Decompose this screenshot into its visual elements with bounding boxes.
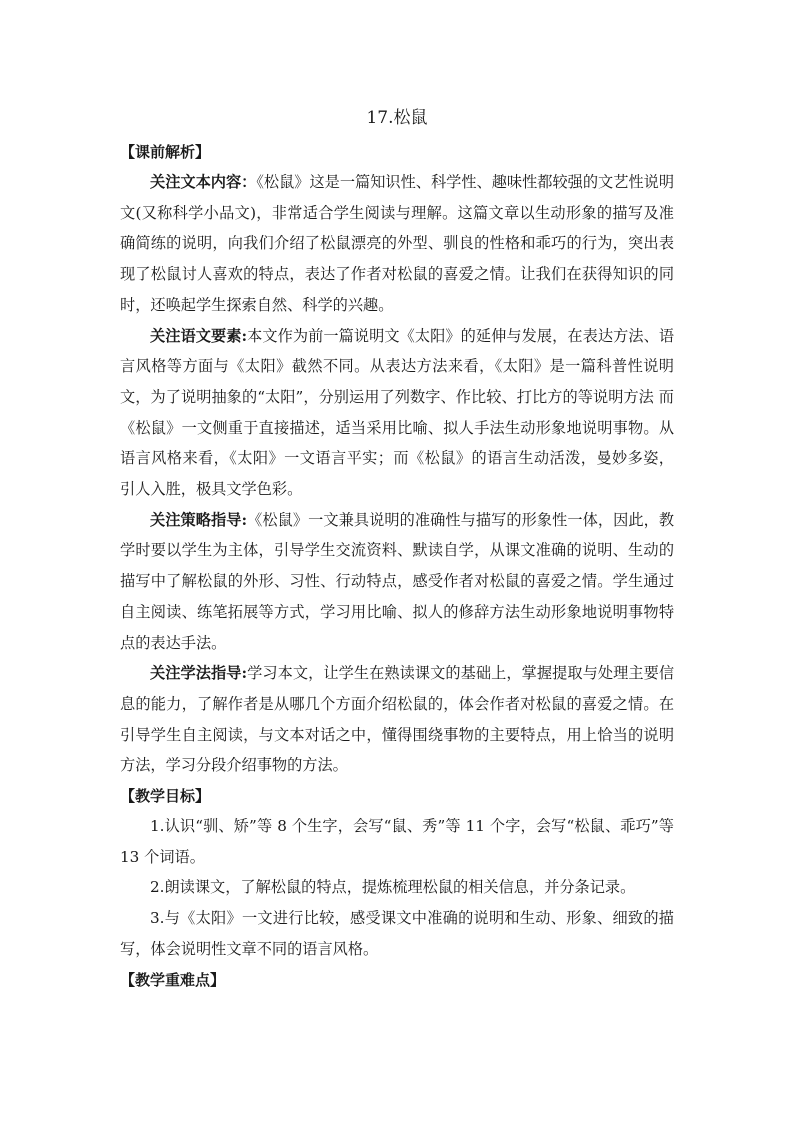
- paragraph-text: 《松鼠》一文兼具说明的准确性与描写的形象性一体，因此，教学时要以学生为主体，引导学生交流资料、默读自学，从课文准确的说明、生动的描写中了解松鼠的外形、习性、行动特点，感受作者对松鼠的喜爱之情。学生通过自主阅读、练笔拓展等方式，学习用比喻、拟人的修辞方法生动形象地说明事物特点的表达手法。: [120, 510, 675, 652]
- analysis-paragraph-content: [120, 167, 674, 321]
- section-heading-analysis: 【课前解析】: [120, 143, 211, 161]
- paragraph-text: 学习本文，让学生在熟读课文的基础上，掌握提取与处理主要信息的能力，了解作者是从哪几个方面介绍松鼠的，体会作者对松鼠的喜爱之情。在引导学生自主阅读，与文本对话之中，懂得围绕事物的主要特点，用上恰当的说明方法，学习分段介绍事物的方法。: [120, 664, 675, 775]
- paragraph-text: 本文作为前一篇说明文《太阳》的延伸与发展，在表达方法、语言风格等方面与《太阳》截然不同。从表达方法来看，《太阳》是一篇科普性说明文，为了说明抽象的“太阳”，分别运用了列数字、作比较、打比方的等说明方法 而《松鼠》一文侧重于直接描述，适当采用比喻、拟人手法生动形象地说明事物。从语言风格来看，《太阳》一文语言平实；而《松鼠》的语言生动活泼，曼妙多姿，引人入胜，极具文学色彩。: [120, 326, 675, 499]
- paragraph-lead: 关注文本内容：: [150, 173, 257, 191]
- paragraph-lead: 关注策略指导:: [150, 510, 248, 529]
- analysis-paragraph-method: [120, 658, 674, 781]
- objective-item: 2.朗读课文，了解松鼠的特点，提炼梳理松鼠的相关信息，并分条记录。: [150, 878, 636, 897]
- analysis-paragraph-language: [120, 321, 674, 505]
- objective-item: 1.认识“驯、矫”等 8 个生字，会写“鼠、秀”等 11 个字，会写“松鼠、乖巧”等 13 个词语。: [120, 817, 674, 866]
- paragraph-text: 《松鼠》这是一篇知识性、科学性、趣味性都较强的文艺性说明文(又称科学小品文)，非常适合学生阅读与理解。这篇文章以生动形象的描写及准确简练的说明，向我们介绍了松鼠漂亮的外型、驯良的性格和乖巧的行为，突出表现了松鼠讨人喜欢的特点，表达了作者对松鼠的喜爱之情。让我们在获得知识的同时，还唤起学生探索自然、科学的兴趣。: [120, 173, 675, 314]
- document-page: [120, 103, 674, 995]
- section-heading-objectives: 【教学目标】: [120, 787, 211, 806]
- objective-item: 3.与《太阳》一文进行比较，感受课文中准确的说明和生动、形象、细致的描写，体会说明性文章不同的语言风格。: [120, 909, 674, 958]
- lesson-title: 17.松鼠: [366, 108, 428, 128]
- analysis-paragraph-strategy: [120, 505, 674, 659]
- paragraph-lead: 关注学法指导:: [150, 664, 248, 683]
- paragraph-lead: 关注语文要素:: [150, 326, 248, 345]
- section-heading-key-points: 【教学重难点】: [120, 970, 226, 989]
